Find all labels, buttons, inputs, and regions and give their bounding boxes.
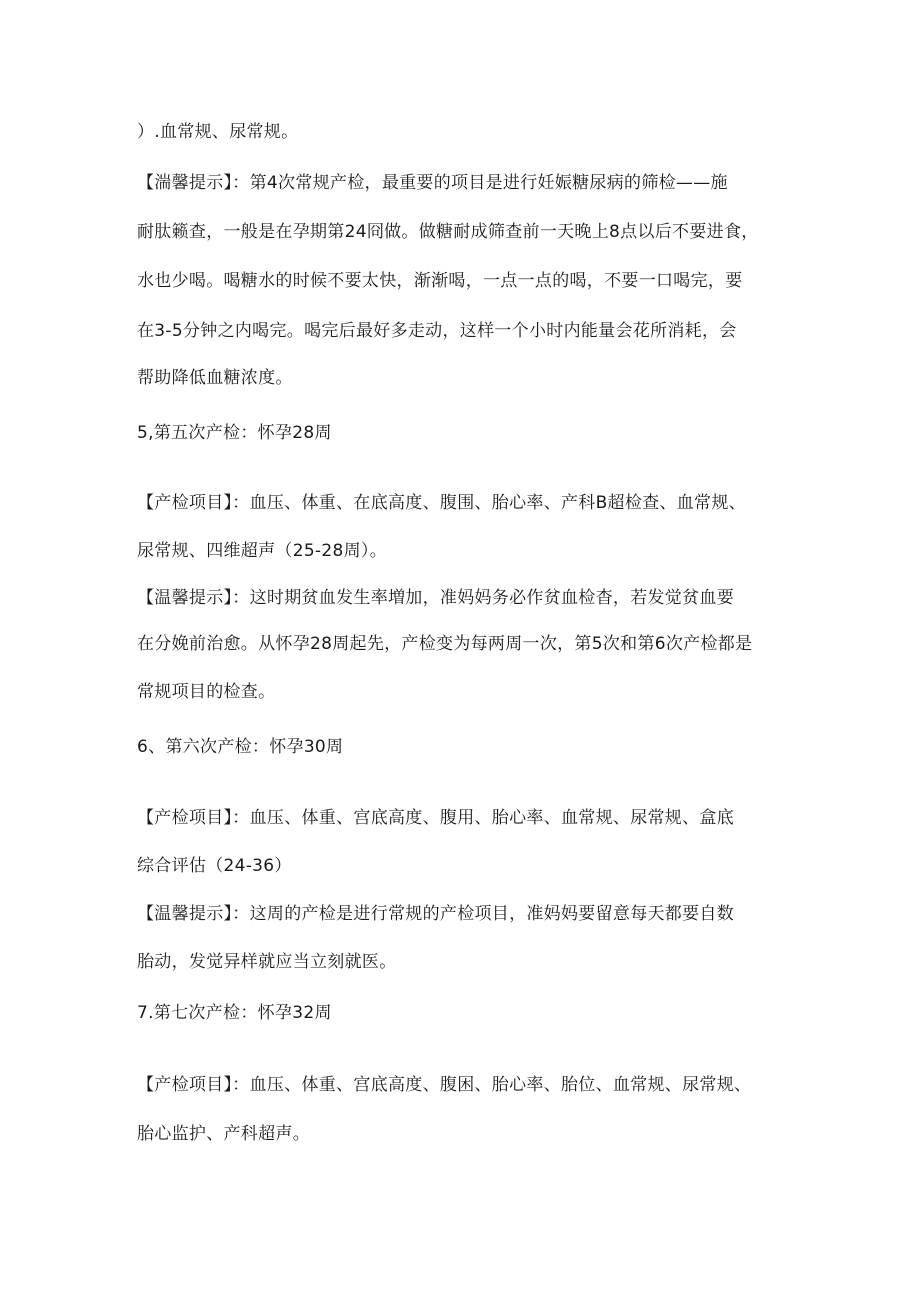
text-line: 胎动，发觉异样就应当立刻就医。 [137,952,397,972]
text-line: 水也少喝。喝糖水的时候不要太快，渐渐喝，一点一点的喝，不要一口喝完，要 [137,271,743,291]
text-line: 常规项目的检查。 [137,682,276,702]
text-line: 在分娩前治愈。从怀孕28周起先，产检变为每两周一次，第5次和第6次产检都是 [137,634,753,654]
text-line: 【温馨提示】：这周的产检是进行常规的产检项目，准妈妈要留意每天都要自数 [137,904,734,924]
text-line: 帮助降低血糖浓度。 [137,368,293,388]
section-heading: 7.第七次产检：怀孕32周 [137,1003,332,1023]
text-line: ）.血常规、尿常规。 [137,122,299,142]
text-line: 综合评估（24-36） [137,856,292,876]
text-line: 【产检项目】：血压、体重、在底高度、腹围、胎心率、产科B超检查、血常规、 [137,493,746,513]
section-heading: 6、第六次产检：怀孕30周 [137,737,344,757]
text-line: 【产检项目】：血压、体重、宫底高度、腹用、胎心率、血常规、尿常规、盒底 [137,808,734,828]
text-line: 【温馨提示】：这时期贫血发生率増加，准妈妈务必作贫血检杳，若发觉贫血要 [137,588,734,608]
text-line: 尿常规、四维超声（25-28周）。 [137,541,387,561]
text-line: 胎心监护、产科超声。 [137,1124,310,1144]
text-line: 在3-5分钟之内喝完。喝完后最好多走动，这样一个小时内能量会花所消耗，会 [137,321,737,341]
text-line: 耐肽籁查，一般是在孕期第24冏做。做糖耐成筛查前一天晚上8点以后不要进食， [137,222,759,242]
text-line: 【湍馨提示】：第4次常规产检，最重要的项目是进行妊娠糖尿病的筛检——施 [137,173,728,193]
text-line: 【产检项目】：血压、体重、宫底高度、腹困、胎心率、胎位、血常规、尿常规、 [137,1075,752,1095]
section-heading: 5,第五次产检：怀孕28周 [137,423,332,443]
